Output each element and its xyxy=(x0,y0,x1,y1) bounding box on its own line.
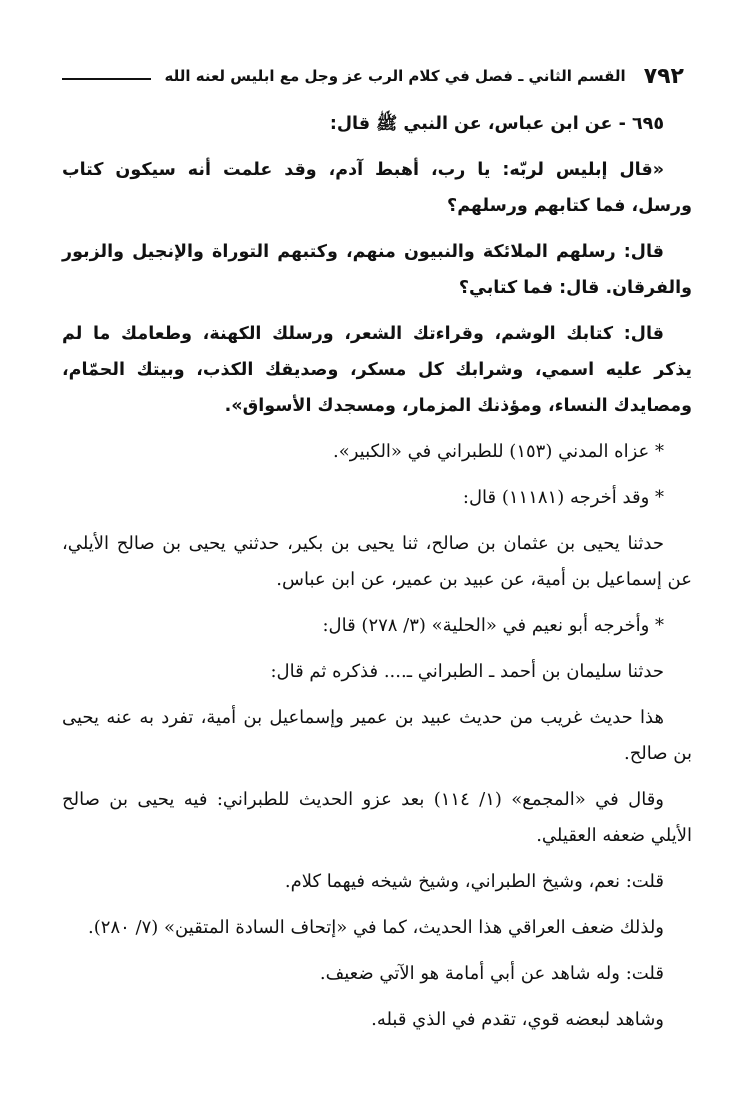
page-header xyxy=(62,56,684,96)
commentary-paragraph: قلت: وله شاهد عن أبي أمامة هو الآتي ضعيف. xyxy=(319,963,664,984)
commentary-paragraph: قلت: نعم، وشيخ الطبراني، وشيخ شيخه فيهما كلام. xyxy=(284,871,664,892)
hadith-text-paragraph: قال: كتابك الوشم، وقراءتك الشعر، ورسلك الكهنة، وطعامك ما لم يذكر عليه اسمي، وشرابك كل مسكر، وصديقك الكذب، وبيتك الحمّام، ومصايدك النساء، ومؤذنك المزمار، ومسجدك الأسواق». xyxy=(62,324,692,416)
running-title: القسم الثاني ـ فصل في كلام الرب عز وجل مع ابليس لعنه الله xyxy=(164,67,626,85)
commentary-paragraph: ولذلك ضعف العراقي هذا الحديث، كما في «إتحاف السادة المتقين» (٧/ ٢٨٠). xyxy=(88,917,664,938)
hadith-number-line: ٦٩٥ - عن ابن عباس، عن النبي ﷺ قال: xyxy=(329,114,664,134)
commentary-paragraph: حدثنا سليمان بن أحمد ـ الطبراني ـ.... فذكره ثم قال: xyxy=(270,661,664,682)
commentary-paragraph: * وقد أخرجه (١١١٨١) قال: xyxy=(462,487,664,508)
header-rule xyxy=(62,78,151,80)
hadith-text-paragraph: قال: رسلهم الملائكة والنبيون منهم، وكتبهم التوراة والإنجيل والزبور والفرقان. قال: فما كتابي؟ xyxy=(62,242,692,298)
commentary-paragraph: وشاهد لبعضه قوي، تقدم في الذي قبله. xyxy=(371,1009,664,1030)
page-body xyxy=(62,106,692,1065)
commentary-paragraph: هذا حديث غريب من حديث عبيد بن عمير وإسماعيل بن أمية، تفرد به عنه يحيى بن صالح. xyxy=(62,707,692,764)
commentary-paragraph: * وأخرجه أبو نعيم في «الحلية» (٣/ ٢٧٨) قال: xyxy=(322,615,664,636)
commentary-paragraph: * عزاه المدني (١٥٣) للطبراني في «الكبير». xyxy=(332,441,664,462)
hadith-text-paragraph: «قال إبليس لربّه: يا رب، أهبط آدم، وقد علمت أنه سيكون كتاب ورسل، فما كتابهم ورسلهم؟ xyxy=(62,160,692,216)
commentary-paragraph: وقال في «المجمع» (١/ ١١٤) بعد عزو الحديث للطبراني: فيه يحيى بن صالح الأيلي ضعفه العقيلي. xyxy=(62,789,692,846)
page-number: ٧٩٢ xyxy=(643,63,684,89)
commentary-paragraph: حدثنا يحيى بن عثمان بن صالح، ثنا يحيى بن بكير، حدثني يحيى بن صالح الأيلي، عن إسماعيل بن أمية، عن عبيد بن عمير، عن ابن عباس. xyxy=(62,533,692,590)
